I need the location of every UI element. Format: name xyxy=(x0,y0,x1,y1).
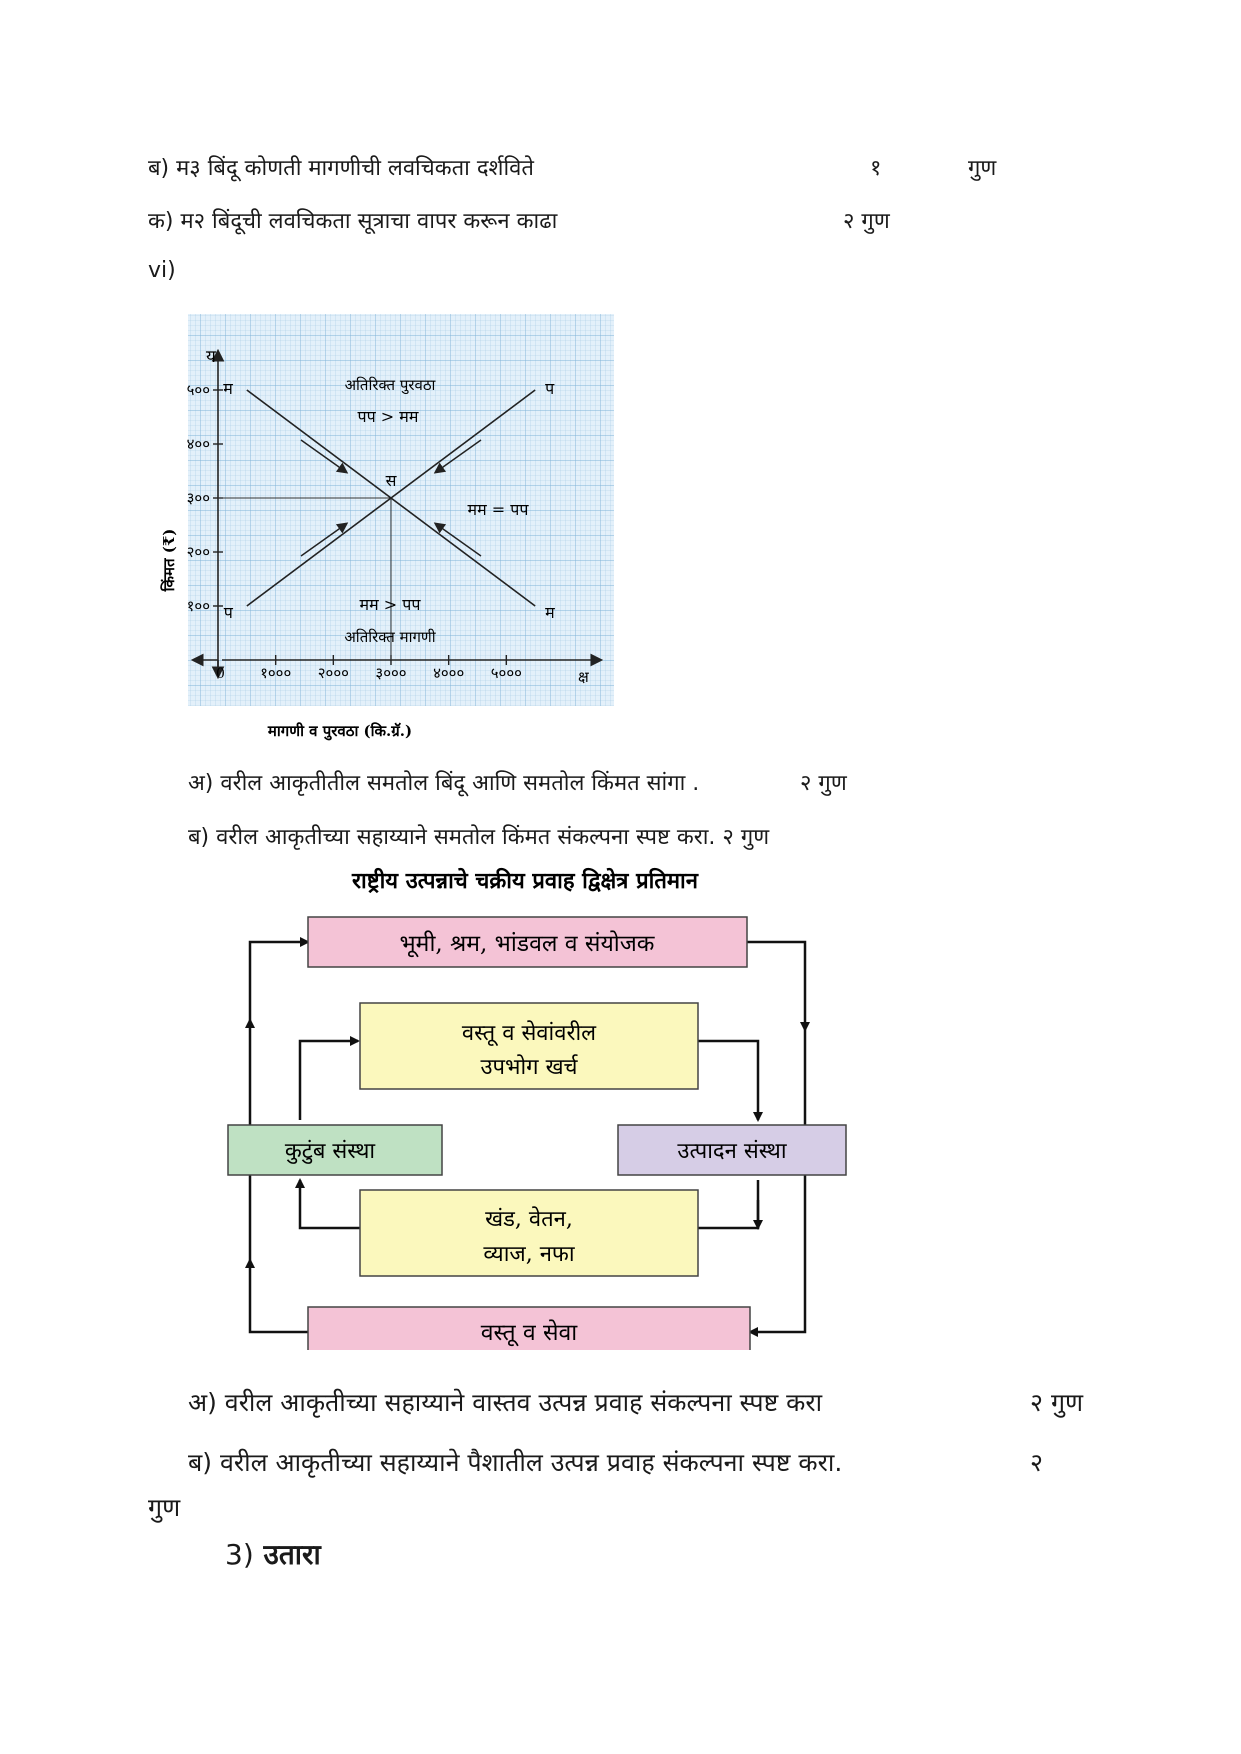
y-axis-letter: य xyxy=(206,347,216,367)
question-7b-marks-num: २ xyxy=(1030,1448,1044,1477)
question-b-marks-num: १ xyxy=(870,156,882,181)
income-box-line2: व्याज, नफा xyxy=(483,1242,575,1267)
question-6a-marks: २ गुण xyxy=(800,771,847,796)
x-tick-label: २००० xyxy=(317,664,349,682)
consumption-box-line1: वस्तू व सेवांवरील xyxy=(461,1021,597,1046)
factors-box-label: भूमी, श्रम, भांडवल व संयोजक xyxy=(399,931,655,957)
consumption-box-line2: उपभोग खर्च xyxy=(480,1055,578,1080)
section-3-title: उतारा xyxy=(263,1538,321,1571)
question-7a: अ) वरील आकृतीच्या सहाय्याने वास्तव उत्पन्न प्रवाह संकल्पना स्पष्ट करा xyxy=(188,1388,823,1417)
firm-box xyxy=(618,1125,846,1175)
demand-end-label: म xyxy=(545,603,555,622)
question-b-text: ब) म३ बिंदू कोणती मागणीची लवचिकता दर्शविते xyxy=(148,156,534,181)
question-k: क) म२ बिंदूची लवचिकता सूत्राचा वापर करून काढा xyxy=(148,209,558,234)
y-tick-label: ३०० xyxy=(186,489,210,507)
supply-end-label: प xyxy=(545,379,555,398)
question-b xyxy=(148,152,534,182)
equal-relation: मम = पप xyxy=(467,500,529,519)
y-tick-label: २०० xyxy=(186,543,210,561)
question-7a-marks: २ गुण xyxy=(1030,1388,1084,1417)
x-tick-label: ५००० xyxy=(490,664,522,682)
question-b-marks-unit: गुण xyxy=(968,156,997,181)
circular-flow-diagram xyxy=(220,860,860,1350)
consumption-box xyxy=(360,1003,698,1089)
firm-box-label: उत्पादन संस्था xyxy=(677,1139,787,1164)
goods-box xyxy=(308,1307,750,1350)
y-tick-label: १०० xyxy=(186,597,210,615)
section-3-number: 3) xyxy=(225,1538,254,1571)
x-tick-label: ४००० xyxy=(433,664,465,682)
household-box xyxy=(228,1125,442,1175)
excess-demand-title: अतिरिक्त मागणी xyxy=(344,628,436,646)
supply-start-label: प xyxy=(223,603,233,622)
y-axis-label: किंमत (₹) xyxy=(160,528,178,592)
chart-origin-label: 0 xyxy=(216,666,225,682)
question-6a: अ) वरील आकृतीतील समतोल बिंदू आणि समतोल किंमत सांगा . xyxy=(188,771,700,796)
question-k-marks: २ गुण xyxy=(843,209,890,234)
question-7b-marks-unit: गुण xyxy=(148,1493,181,1522)
x-tick-label: ३००० xyxy=(375,664,407,682)
equilibrium-label: स xyxy=(385,471,397,490)
excess-supply-relation: पप > मम xyxy=(357,407,419,426)
x-axis-label: मागणी व पुरवठा (कि.ग्रॅ.) xyxy=(267,722,413,740)
y-tick-label: ४०० xyxy=(186,435,210,453)
section-vi-label: vi) xyxy=(148,258,176,283)
section-3-heading xyxy=(225,1535,321,1573)
question-7b: ब) वरील आकृतीच्या सहाय्याने पैशातील उत्पन्न प्रवाह संकल्पना स्पष्ट करा. xyxy=(188,1448,843,1477)
flow-diagram-title: राष्ट्रीय उत्पन्नाचे चक्रीय प्रवाह द्विक्षेत्र प्रतिमान xyxy=(352,868,698,894)
excess-demand-relation: मम > पप xyxy=(359,595,421,614)
x-tick-label: १००० xyxy=(260,664,292,682)
demand-start-label: म xyxy=(223,379,233,398)
goods-box-label: वस्तू व सेवा xyxy=(480,1320,578,1346)
income-box-line1: खंड, वेतन, xyxy=(485,1207,573,1232)
excess-supply-title: अतिरिक्त पुरवठा xyxy=(344,376,436,394)
question-6b: ब) वरील आकृतीच्या सहाय्याने समतोल किंमत संकल्पना स्पष्ट करा. २ गुण xyxy=(188,825,770,850)
y-tick-label: ५०० xyxy=(186,381,210,399)
household-box-label: कुटुंब संस्था xyxy=(284,1139,376,1164)
factors-box xyxy=(308,917,747,967)
x-axis-letter: क्ष xyxy=(578,668,589,686)
income-box xyxy=(360,1190,698,1276)
supply-demand-chart xyxy=(150,310,620,750)
